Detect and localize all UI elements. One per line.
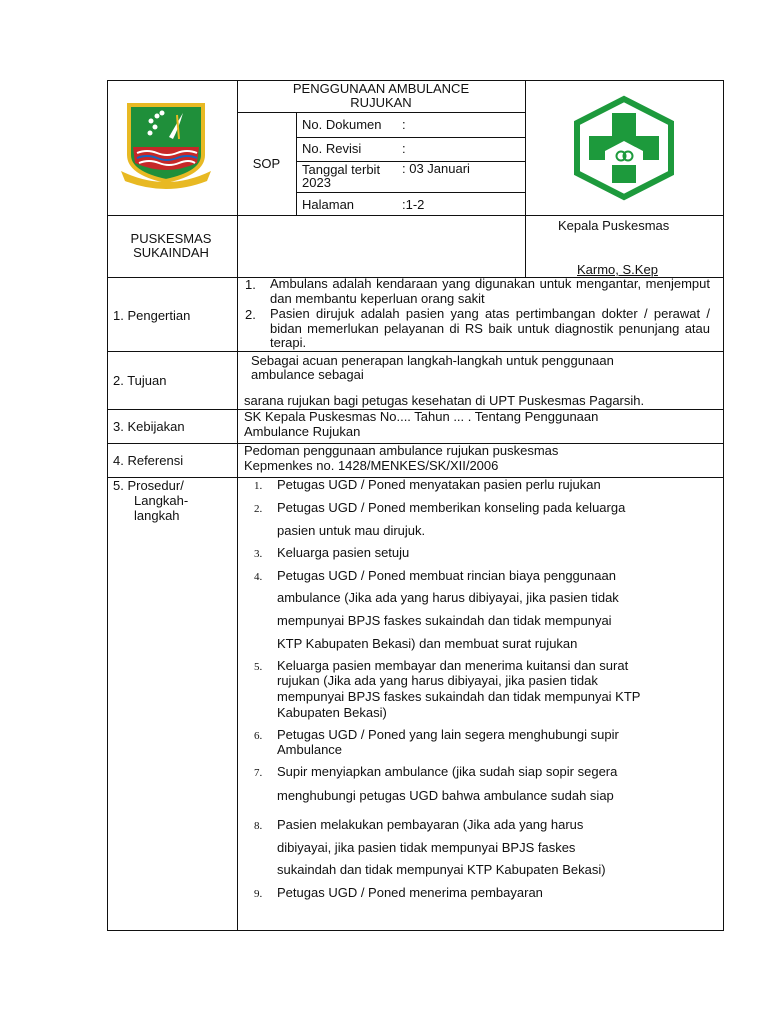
field-value-no-revisi: : <box>402 141 406 156</box>
sop-label: SOP <box>252 156 281 171</box>
tujuan-text-line: sarana rujukan bagi petugas kesehatan di UPT Puskesmas Pagarsih. <box>244 393 645 408</box>
step-text-line: Supir menyiapkan ambulance (jika sudah siap sopir segera <box>277 764 618 779</box>
step-text-line: Petugas UGD / Poned menerima pembayaran <box>277 885 543 900</box>
referensi-text-line: Pedoman penggunaan ambulance rujukan puskesmas <box>244 443 559 458</box>
step-number: 7. <box>254 767 263 779</box>
section-label-prosedur: Langkah- <box>134 493 189 508</box>
step-text-line: menghubungi petugas UGD bahwa ambulance sudah siap <box>277 788 614 803</box>
pengertian-item-number: 2. <box>245 307 256 322</box>
kebijakan-text-line: Ambulance Rujukan <box>244 424 361 439</box>
step-text-line: Ambulance <box>277 742 343 757</box>
field-label-no-dokumen: No. Dokumen <box>302 117 382 132</box>
step-text-line: Petugas UGD / Poned yang lain segera menghubungi supir <box>277 727 619 742</box>
section-label-pengertian: 1. Pengertian <box>113 308 191 323</box>
pengertian-item-number: 1. <box>245 277 256 292</box>
org-name: PUSKESMAS SUKAINDAH <box>130 231 212 260</box>
pengertian-item-text: Ambulans adalah kendaraan yang digunakan untuk mengantar, menjemput dan membantu keperluan orang sakit <box>270 276 710 306</box>
step-number: 2. <box>254 503 263 515</box>
step-text-line: pasien untuk mau dirujuk. <box>277 523 426 538</box>
step-text-line: rujukan (Jika ada yang harus dibiyayai, jika pasien tidak <box>277 673 598 688</box>
regency-emblem-icon <box>117 97 215 193</box>
step-number: 3. <box>254 548 263 560</box>
referensi-text-line: Kepmenkes no. 1428/MENKES/SK/XII/2006 <box>244 458 499 473</box>
step-text-line: mempunyai BPJS faskes sukaindah dan tidak mempunyai KTP <box>277 689 641 704</box>
step-text-line: Pasien melakukan pembayaran (Jika ada yang harus <box>277 817 584 832</box>
field-label-no-revisi: No. Revisi <box>302 141 362 156</box>
puskesmas-cross-icon <box>569 93 679 203</box>
step-number: 5. <box>254 661 263 673</box>
signer-title: Kepala Puskesmas <box>558 218 670 233</box>
field-value-halaman: :1-2 <box>402 197 425 212</box>
tujuan-text-line: Sebagai acuan penerapan langkah-langkah untuk penggunaan <box>251 353 614 368</box>
kebijakan-text-line: SK Kepala Puskesmas No.... Tahun ... . Tentang Penggunaan <box>244 409 599 424</box>
section-label-prosedur: langkah <box>134 508 180 523</box>
step-number: 4. <box>254 571 263 583</box>
step-text-line: Petugas UGD / Poned membuat rincian biaya penggunaan <box>277 568 616 583</box>
document-title: PENGGUNAAN AMBULANCE RUJUKAN <box>292 81 470 110</box>
step-number: 1. <box>254 480 263 492</box>
step-text-line: dibiyayai, jika pasien tidak mempunyai BPJS faskes <box>277 840 576 855</box>
step-text-line: mempunyai BPJS faskes sukaindah dan tidak mempunyai <box>277 613 612 628</box>
step-number: 8. <box>254 820 263 832</box>
step-text-line: Keluarga pasien setuju <box>277 545 410 560</box>
step-text-line: KTP Kabupaten Bekasi) dan membuat surat rujukan <box>277 636 578 651</box>
tujuan-text-line: ambulance sebagai <box>251 367 364 382</box>
step-text-line: Petugas UGD / Poned menyatakan pasien perlu rujukan <box>277 477 601 492</box>
step-number: 9. <box>254 888 263 900</box>
section-label-prosedur: 5. Prosedur/ <box>113 478 184 493</box>
step-text-line: sukaindah dan tidak mempunyai KTP Kabupaten Bekasi) <box>277 862 606 877</box>
step-text-line: Keluarga pasien membayar dan menerima kuitansi dan surat <box>277 658 629 673</box>
field-label-tanggal-terbit: Tanggal terbit <box>302 162 381 177</box>
pengertian-item-text: Pasien dirujuk adalah pasien yang atas pertimbangan dokter / perawat / bidan memerlukan pelayanan di RS baik untuk diagnostik penunjang atau terapi. <box>270 306 710 350</box>
field-label-halaman: Halaman <box>302 197 355 212</box>
field-value-no-dokumen: : <box>402 117 406 132</box>
section-label-kebijakan: 3. Kebijakan <box>113 419 185 434</box>
field-value-tanggal-terbit: : 03 Januari 2023 <box>302 161 470 190</box>
section-label-referensi: 4. Referensi <box>113 453 184 468</box>
signer-name: Karmo, S.Kep <box>577 262 658 277</box>
step-number: 6. <box>254 730 263 742</box>
section-label-tujuan: 2. Tujuan <box>113 373 167 388</box>
step-text-line: ambulance (Jika ada yang harus dibiyayai, jika pasien tidak <box>277 590 619 605</box>
step-text-line: Petugas UGD / Poned memberikan konseling pada keluarga <box>277 500 626 515</box>
step-text-line: Kabupaten Bekasi) <box>277 705 387 720</box>
